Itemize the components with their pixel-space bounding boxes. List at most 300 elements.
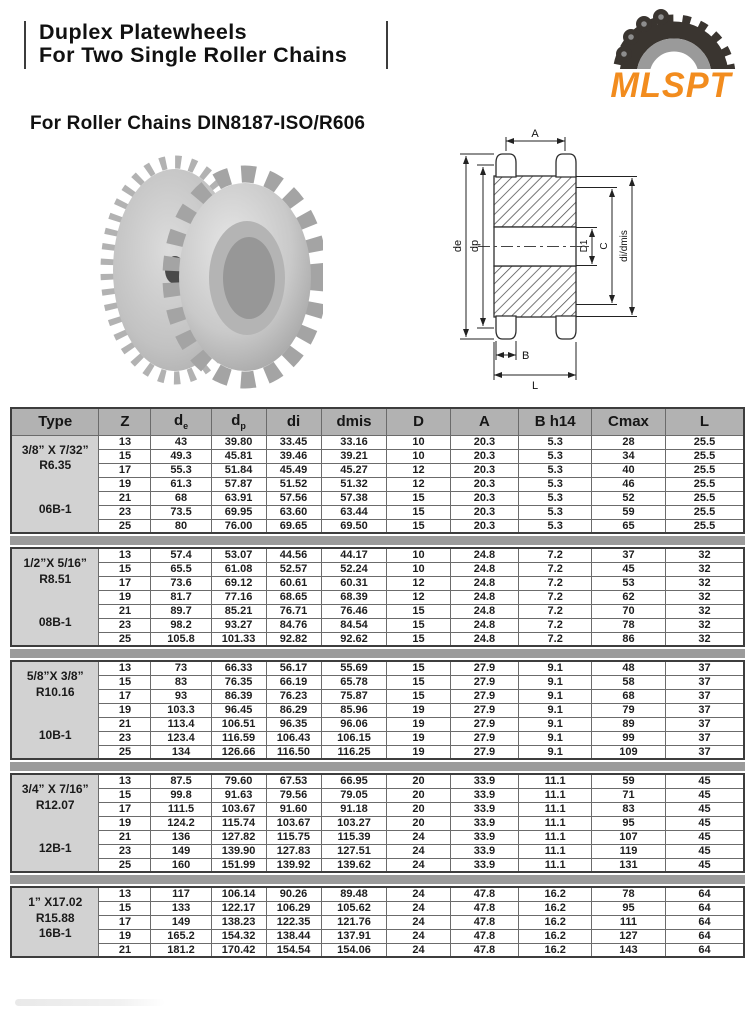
- data-cell: 160: [151, 858, 211, 872]
- dim-label-dp: dp: [469, 239, 481, 253]
- data-cell: 16.2: [519, 929, 592, 943]
- spec-row: [11, 491, 744, 505]
- data-cell: 5.3: [519, 435, 592, 449]
- data-cell: 24.8: [450, 604, 519, 618]
- spec-row: [11, 618, 744, 632]
- data-cell: 7.2: [519, 562, 592, 576]
- data-cell: 165.2: [151, 929, 211, 943]
- dim-label-d1: D1: [579, 239, 590, 253]
- data-cell: 25: [99, 858, 151, 872]
- data-cell: 20.3: [450, 519, 519, 533]
- type-size-label: 3/8” X 7/32” R6.35: [21, 442, 89, 473]
- data-cell: 33.9: [450, 788, 519, 802]
- group-table-08B-1: [10, 547, 745, 647]
- data-cell: 95: [591, 816, 665, 830]
- group-divider: [10, 536, 745, 545]
- data-cell: 64: [666, 929, 745, 943]
- data-cell: 5.3: [519, 519, 592, 533]
- data-cell: 5.3: [519, 463, 592, 477]
- page-header: [24, 21, 347, 69]
- data-cell: 24: [387, 844, 450, 858]
- data-cell: 57.4: [151, 548, 211, 562]
- data-cell: 63.60: [266, 505, 321, 519]
- data-cell: 7.2: [519, 604, 592, 618]
- spec-row: [11, 435, 744, 449]
- data-cell: 25: [99, 745, 151, 759]
- type-cell: [11, 661, 99, 759]
- data-cell: 63.91: [211, 491, 266, 505]
- data-cell: 17: [99, 576, 151, 590]
- data-cell: 138.44: [266, 929, 321, 943]
- data-cell: 27.9: [450, 661, 519, 675]
- data-cell: 32: [666, 618, 745, 632]
- data-cell: 43: [151, 435, 211, 449]
- data-cell: 60.31: [321, 576, 387, 590]
- data-cell: 126.66: [211, 745, 266, 759]
- spec-row: [11, 632, 744, 646]
- data-cell: 55.69: [321, 661, 387, 675]
- data-cell: 37: [666, 717, 745, 731]
- header-cell: Cmax: [591, 408, 665, 435]
- data-cell: 63.44: [321, 505, 387, 519]
- data-cell: 9.1: [519, 661, 592, 675]
- data-cell: 93.27: [211, 618, 266, 632]
- spec-row: [11, 943, 744, 957]
- data-cell: 90.26: [266, 887, 321, 901]
- data-cell: 58: [591, 675, 665, 689]
- group-table-06B-1: [10, 407, 745, 534]
- data-cell: 19: [99, 816, 151, 830]
- data-cell: 64: [666, 901, 745, 915]
- logo-text: MLSPT: [610, 66, 732, 105]
- data-cell: 11.1: [519, 774, 592, 788]
- data-cell: 7.2: [519, 590, 592, 604]
- data-cell: 16.2: [519, 943, 592, 957]
- data-cell: 11.1: [519, 816, 592, 830]
- data-cell: 154.06: [321, 943, 387, 957]
- dim-label-a: A: [531, 128, 539, 140]
- data-cell: 11.1: [519, 830, 592, 844]
- spec-row: [11, 449, 744, 463]
- data-cell: 15: [99, 675, 151, 689]
- spec-row: [11, 929, 744, 943]
- data-cell: 7.2: [519, 618, 592, 632]
- header-cell: Type: [11, 408, 99, 435]
- group-divider: [10, 875, 745, 884]
- data-cell: 68: [591, 689, 665, 703]
- dim-label-di-dmis: di/dmis: [619, 230, 630, 262]
- type-size-label: 1” X17.02 R15.88: [28, 895, 83, 925]
- data-cell: 32: [666, 604, 745, 618]
- title-right-bar: [386, 21, 388, 69]
- header-cell: $d_e$: [151, 408, 211, 435]
- data-cell: 37: [666, 689, 745, 703]
- data-cell: 24: [387, 929, 450, 943]
- data-cell: 78: [591, 618, 665, 632]
- data-cell: 181.2: [151, 943, 211, 957]
- spec-row: [11, 689, 744, 703]
- dim-label-l: L: [531, 380, 539, 392]
- data-cell: 98.2: [151, 618, 211, 632]
- data-cell: 40: [591, 463, 665, 477]
- data-cell: 76.00: [211, 519, 266, 533]
- data-cell: 86.29: [266, 703, 321, 717]
- section-title: For Roller Chains DIN8187-ISO/R606: [30, 113, 366, 134]
- data-cell: 11.1: [519, 802, 592, 816]
- data-cell: 20: [387, 816, 450, 830]
- logo: [592, 8, 750, 106]
- data-cell: 16.2: [519, 901, 592, 915]
- data-cell: 83: [591, 802, 665, 816]
- data-cell: 70: [591, 604, 665, 618]
- data-cell: 19: [387, 717, 450, 731]
- type-model-label: 10B-1: [38, 728, 72, 742]
- data-cell: 24.8: [450, 618, 519, 632]
- data-cell: 68: [151, 491, 211, 505]
- data-cell: 15: [387, 491, 450, 505]
- data-cell: 5.3: [519, 477, 592, 491]
- data-cell: 17: [99, 802, 151, 816]
- data-cell: 13: [99, 887, 151, 901]
- data-cell: 24.8: [450, 562, 519, 576]
- data-cell: 151.99: [211, 858, 266, 872]
- data-cell: 37: [666, 661, 745, 675]
- dimension-diagram: [416, 124, 748, 400]
- data-cell: 24.8: [450, 590, 519, 604]
- data-cell: 66.33: [211, 661, 266, 675]
- data-cell: 154.54: [266, 943, 321, 957]
- data-cell: 143: [591, 943, 665, 957]
- data-cell: 48: [591, 661, 665, 675]
- data-cell: 39.80: [211, 435, 266, 449]
- data-cell: 99: [591, 731, 665, 745]
- data-cell: 115.75: [266, 830, 321, 844]
- type-cell: [11, 435, 99, 533]
- type-model-label: 12B-1: [38, 841, 72, 855]
- data-cell: 19: [99, 929, 151, 943]
- data-cell: 28: [591, 435, 665, 449]
- data-cell: 89.48: [321, 887, 387, 901]
- data-cell: 24.8: [450, 632, 519, 646]
- data-cell: 96.45: [211, 703, 266, 717]
- data-cell: 39.21: [321, 449, 387, 463]
- data-cell: 87.5: [151, 774, 211, 788]
- data-cell: 49.3: [151, 449, 211, 463]
- data-cell: 10: [387, 435, 450, 449]
- data-cell: 84.76: [266, 618, 321, 632]
- data-cell: 105.8: [151, 632, 211, 646]
- data-cell: 24: [387, 943, 450, 957]
- data-cell: 44.56: [266, 548, 321, 562]
- data-cell: 16.2: [519, 915, 592, 929]
- data-cell: 9.1: [519, 675, 592, 689]
- data-cell: 32: [666, 548, 745, 562]
- data-cell: 65.78: [321, 675, 387, 689]
- data-cell: 32: [666, 632, 745, 646]
- data-cell: 45: [666, 816, 745, 830]
- data-cell: 11.1: [519, 788, 592, 802]
- data-cell: 20.3: [450, 449, 519, 463]
- data-cell: 20: [387, 788, 450, 802]
- data-cell: 76.71: [266, 604, 321, 618]
- spec-row: [11, 901, 744, 915]
- data-cell: 33.45: [266, 435, 321, 449]
- data-cell: 27.9: [450, 689, 519, 703]
- data-cell: 15: [387, 661, 450, 675]
- data-cell: 23: [99, 731, 151, 745]
- spec-row: [11, 576, 744, 590]
- group-table-16B-1: [10, 886, 745, 958]
- data-cell: 62: [591, 590, 665, 604]
- data-cell: 127.51: [321, 844, 387, 858]
- data-cell: 33.9: [450, 830, 519, 844]
- data-cell: 19: [387, 745, 450, 759]
- data-cell: 25.5: [666, 519, 745, 533]
- data-cell: 37: [666, 675, 745, 689]
- group-divider: [10, 649, 745, 658]
- spec-row: [11, 745, 744, 759]
- data-cell: 15: [387, 689, 450, 703]
- data-cell: 57.56: [266, 491, 321, 505]
- data-cell: 101.33: [211, 632, 266, 646]
- data-cell: 45: [591, 562, 665, 576]
- data-cell: 25.5: [666, 505, 745, 519]
- data-cell: 27.9: [450, 731, 519, 745]
- data-cell: 13: [99, 435, 151, 449]
- data-cell: 20.3: [450, 491, 519, 505]
- data-cell: 15: [99, 562, 151, 576]
- page-title-line2: For Two Single Roller Chains: [39, 43, 348, 67]
- data-cell: 121.76: [321, 915, 387, 929]
- data-cell: 45: [666, 844, 745, 858]
- group-table-10B-1: [10, 660, 745, 760]
- spec-row: [11, 844, 744, 858]
- header-cell: dmis: [321, 408, 387, 435]
- data-cell: 12: [387, 576, 450, 590]
- spec-row: [11, 774, 744, 788]
- data-cell: 25.5: [666, 491, 745, 505]
- header-cell: A: [450, 408, 519, 435]
- type-cell: [11, 774, 99, 872]
- data-cell: 17: [99, 463, 151, 477]
- group-divider: [10, 762, 745, 771]
- data-cell: 11.1: [519, 858, 592, 872]
- data-cell: 19: [99, 590, 151, 604]
- data-cell: 64: [666, 915, 745, 929]
- data-cell: 33.16: [321, 435, 387, 449]
- data-cell: 15: [387, 675, 450, 689]
- data-cell: 78: [591, 887, 665, 901]
- data-cell: 86.39: [211, 689, 266, 703]
- group-table-12B-1: [10, 773, 745, 873]
- data-cell: 52.24: [321, 562, 387, 576]
- data-cell: 67.53: [266, 774, 321, 788]
- data-cell: 51.32: [321, 477, 387, 491]
- data-cell: 133: [151, 901, 211, 915]
- data-cell: 27.9: [450, 675, 519, 689]
- data-cell: 111: [591, 915, 665, 929]
- data-cell: 138.23: [211, 915, 266, 929]
- data-cell: 92.82: [266, 632, 321, 646]
- data-cell: 21: [99, 830, 151, 844]
- data-cell: 19: [99, 703, 151, 717]
- data-cell: 37: [666, 745, 745, 759]
- data-cell: 76.23: [266, 689, 321, 703]
- data-cell: 73: [151, 661, 211, 675]
- data-cell: 25.5: [666, 435, 745, 449]
- data-cell: 149: [151, 844, 211, 858]
- data-cell: 76.35: [211, 675, 266, 689]
- spec-row: [11, 887, 744, 901]
- data-cell: 107: [591, 830, 665, 844]
- data-cell: 93: [151, 689, 211, 703]
- data-cell: 154.32: [211, 929, 266, 943]
- data-cell: 127.82: [211, 830, 266, 844]
- data-cell: 10: [387, 548, 450, 562]
- data-cell: 85.21: [211, 604, 266, 618]
- data-cell: 79.60: [211, 774, 266, 788]
- spec-row: [11, 548, 744, 562]
- data-cell: 20.3: [450, 435, 519, 449]
- sprocket-section: [478, 154, 592, 339]
- data-cell: 33.9: [450, 844, 519, 858]
- data-cell: 5.3: [519, 505, 592, 519]
- data-cell: 103.67: [211, 802, 266, 816]
- data-cell: 68.65: [266, 590, 321, 604]
- data-cell: 124.2: [151, 816, 211, 830]
- data-cell: 15: [99, 901, 151, 915]
- data-cell: 17: [99, 915, 151, 929]
- data-cell: 23: [99, 505, 151, 519]
- data-cell: 21: [99, 604, 151, 618]
- data-cell: 25: [99, 519, 151, 533]
- data-cell: 79: [591, 703, 665, 717]
- spec-row: [11, 604, 744, 618]
- data-cell: 106.43: [266, 731, 321, 745]
- dim-label-b: B: [522, 350, 530, 362]
- data-cell: 61.3: [151, 477, 211, 491]
- spec-row: [11, 477, 744, 491]
- data-cell: 33.9: [450, 774, 519, 788]
- data-cell: 103.67: [266, 816, 321, 830]
- data-cell: 91.63: [211, 788, 266, 802]
- data-cell: 60.61: [266, 576, 321, 590]
- data-cell: 12: [387, 463, 450, 477]
- data-cell: 25.5: [666, 463, 745, 477]
- data-cell: 21: [99, 717, 151, 731]
- type-cell: [11, 548, 99, 646]
- data-cell: 47.8: [450, 915, 519, 929]
- data-cell: 111.5: [151, 802, 211, 816]
- data-cell: 89.7: [151, 604, 211, 618]
- data-cell: 115.39: [321, 830, 387, 844]
- data-cell: 5.3: [519, 491, 592, 505]
- data-cell: 25.5: [666, 477, 745, 491]
- data-cell: 116.25: [321, 745, 387, 759]
- data-cell: 45: [666, 774, 745, 788]
- header-cell: D: [387, 408, 450, 435]
- data-cell: 10: [387, 449, 450, 463]
- data-cell: 10: [387, 562, 450, 576]
- data-cell: 24: [387, 858, 450, 872]
- data-cell: 15: [99, 449, 151, 463]
- data-cell: 24: [387, 901, 450, 915]
- data-cell: 45.81: [211, 449, 266, 463]
- data-cell: 33.9: [450, 802, 519, 816]
- data-cell: 106.14: [211, 887, 266, 901]
- spec-row: [11, 816, 744, 830]
- data-cell: 16.2: [519, 887, 592, 901]
- sprocket-photo: [95, 150, 323, 392]
- data-cell: 103.3: [151, 703, 211, 717]
- data-cell: 57.38: [321, 491, 387, 505]
- data-cell: 119: [591, 844, 665, 858]
- data-cell: 66.19: [266, 675, 321, 689]
- data-cell: 96.35: [266, 717, 321, 731]
- data-cell: 13: [99, 661, 151, 675]
- data-cell: 105.62: [321, 901, 387, 915]
- data-cell: 24: [387, 830, 450, 844]
- data-cell: 52.57: [266, 562, 321, 576]
- type-model-label: 16B-1: [38, 926, 72, 940]
- data-cell: 24.8: [450, 548, 519, 562]
- data-cell: 103.27: [321, 816, 387, 830]
- data-cell: 71: [591, 788, 665, 802]
- data-cell: 69.50: [321, 519, 387, 533]
- type-size-label: 5/8”X 3/8” R10.16: [26, 669, 84, 699]
- data-cell: 84.54: [321, 618, 387, 632]
- data-cell: 19: [99, 477, 151, 491]
- data-cell: 139.90: [211, 844, 266, 858]
- data-cell: 21: [99, 943, 151, 957]
- data-cell: 80: [151, 519, 211, 533]
- data-cell: 45.27: [321, 463, 387, 477]
- spec-row: [11, 858, 744, 872]
- spec-row: [11, 562, 744, 576]
- data-cell: 12: [387, 477, 450, 491]
- spec-row: [11, 731, 744, 745]
- data-cell: 19: [387, 703, 450, 717]
- spec-table: [10, 407, 745, 958]
- data-cell: 79.56: [266, 788, 321, 802]
- data-cell: 23: [99, 844, 151, 858]
- data-cell: 12: [387, 590, 450, 604]
- data-cell: 9.1: [519, 717, 592, 731]
- data-cell: 59: [591, 774, 665, 788]
- type-size-label: 3/4” X 7/16” R12.07: [21, 782, 89, 812]
- data-cell: 139.62: [321, 858, 387, 872]
- header-cell: L: [666, 408, 745, 435]
- data-cell: 7.2: [519, 632, 592, 646]
- data-cell: 59: [591, 505, 665, 519]
- data-cell: 15: [387, 519, 450, 533]
- data-cell: 51.52: [266, 477, 321, 491]
- data-cell: 5.3: [519, 449, 592, 463]
- data-cell: 69.95: [211, 505, 266, 519]
- data-cell: 123.4: [151, 731, 211, 745]
- data-cell: 20.3: [450, 463, 519, 477]
- data-cell: 73.6: [151, 576, 211, 590]
- data-cell: 81.7: [151, 590, 211, 604]
- type-model-label: 08B-1: [38, 615, 72, 629]
- data-cell: 113.4: [151, 717, 211, 731]
- data-cell: 83: [151, 675, 211, 689]
- spec-row: [11, 505, 744, 519]
- type-size-label: 1/2”X 5/16” R8.51: [23, 556, 87, 586]
- dim-label-c: C: [599, 242, 610, 250]
- data-cell: 77.16: [211, 590, 266, 604]
- data-cell: 32: [666, 562, 745, 576]
